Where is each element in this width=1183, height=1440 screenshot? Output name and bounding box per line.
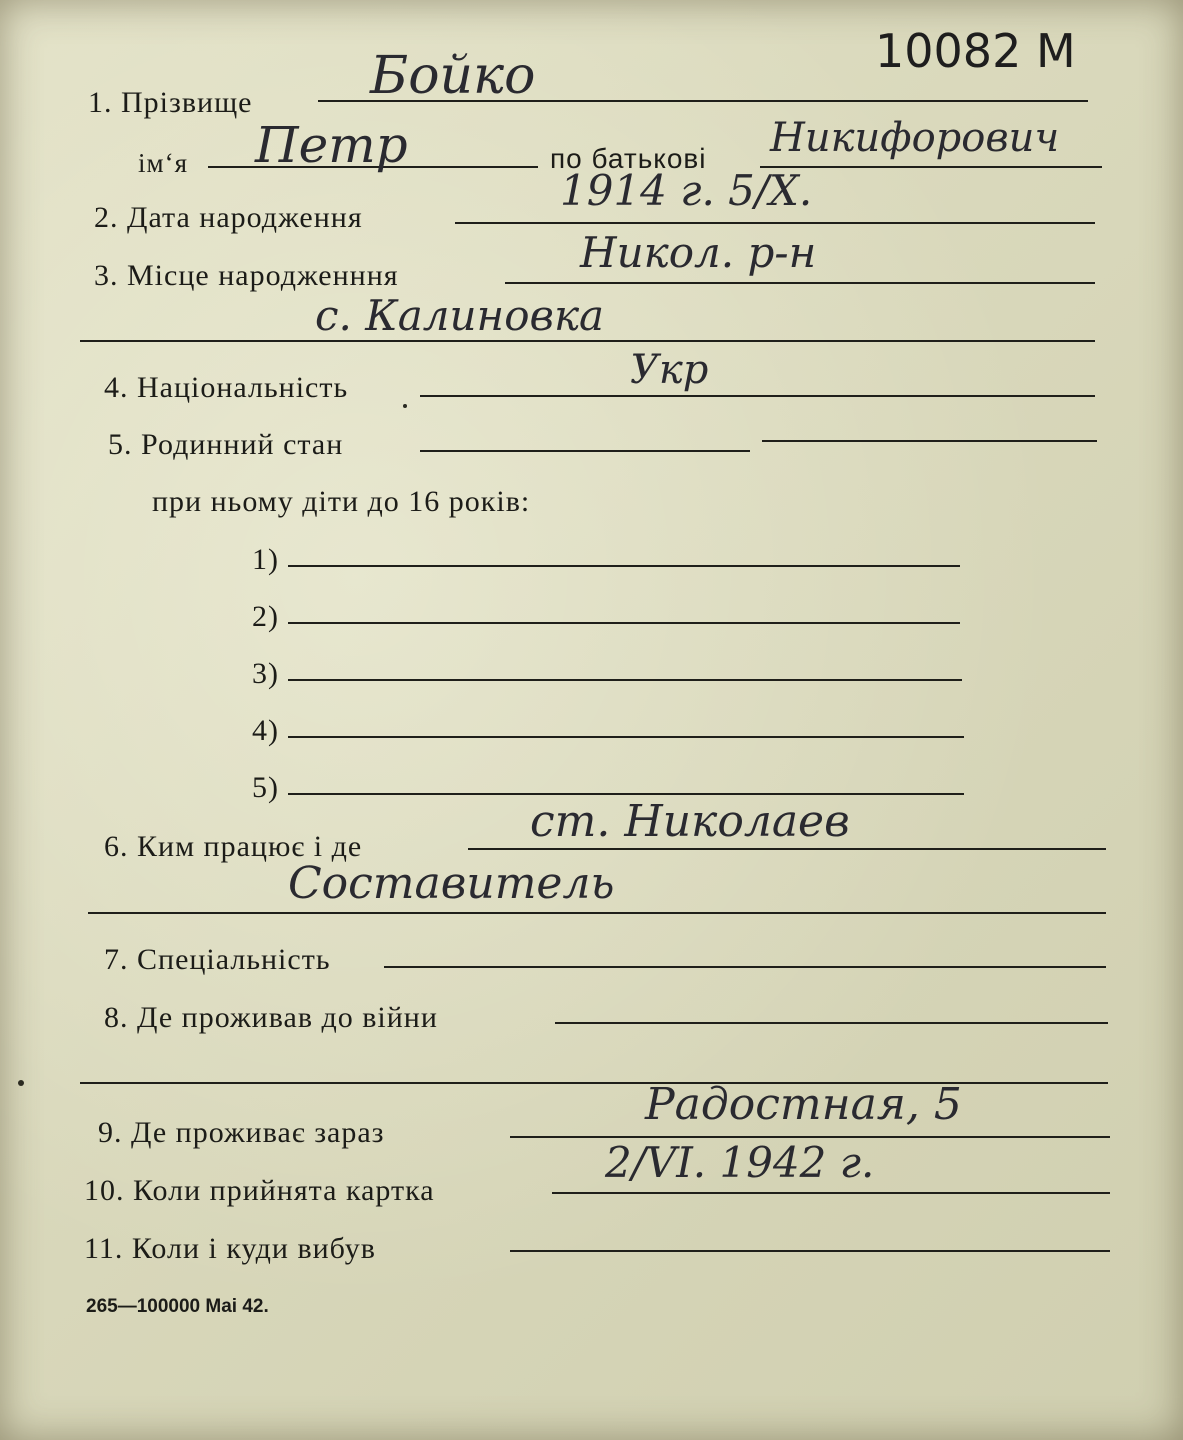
- card-accepted-label: 10. Коли прийнята картка: [84, 1174, 435, 1207]
- birth-place-line-2: [80, 340, 1095, 342]
- departed-line: [510, 1250, 1110, 1252]
- work-value-2: Составитель: [288, 858, 615, 909]
- child-4-line: [288, 736, 964, 738]
- birth-date-label: 2. Дата народження: [94, 201, 363, 234]
- print-run-footer: 265—100000 Mai 42.: [86, 1296, 269, 1317]
- birth-place-value-2: с. Калиновка: [315, 291, 605, 340]
- specialty-label: 7. Спеціальність: [104, 943, 331, 976]
- child-1-label: 1): [252, 543, 279, 576]
- nationality-line: [420, 395, 1095, 397]
- patronymic-label: по батькові: [550, 143, 707, 174]
- departed-label: 11. Коли і куди вибув: [84, 1232, 376, 1265]
- marital-status-line-a: [420, 450, 750, 452]
- card-number: 10082 М: [875, 24, 1076, 78]
- birth-place-line: [505, 282, 1095, 284]
- child-1-line: [288, 565, 960, 567]
- child-3-label: 3): [252, 657, 279, 690]
- work-line: [468, 848, 1106, 850]
- child-5-line: [288, 793, 964, 795]
- work-line-2: [88, 912, 1106, 914]
- work-value: ст. Николаев: [530, 796, 850, 847]
- child-3-line: [288, 679, 962, 681]
- specialty-line: [384, 966, 1106, 968]
- child-5-label: 5): [252, 771, 279, 804]
- ink-speck: [403, 404, 407, 408]
- children-label: при ньому діти до 16 років:: [152, 485, 531, 518]
- birth-date-line: [455, 222, 1095, 224]
- child-2-label: 2): [252, 600, 279, 633]
- patronymic-value: Никифорович: [770, 115, 1060, 161]
- birth-place-label: 3. Місце народженння: [94, 259, 399, 292]
- surname-value: Бойко: [370, 46, 536, 106]
- work-label: 6. Ким працює і де: [104, 830, 363, 863]
- first-name-value: Петр: [255, 116, 408, 174]
- nationality-value: Укр: [630, 347, 709, 393]
- prewar-residence-line: [555, 1022, 1108, 1024]
- card-accepted-value: 2/VI. 1942 г.: [605, 1138, 875, 1187]
- prewar-residence-label: 8. Де проживав до війни: [104, 1001, 438, 1034]
- birth-place-value: Никол. р-н: [580, 228, 817, 277]
- nationality-label: 4. Національність: [104, 371, 349, 404]
- current-residence-label: 9. Де проживає зараз: [98, 1116, 385, 1149]
- surname-label: 1. Прізвище: [88, 86, 253, 119]
- marital-status-label: 5. Родинний стан: [108, 428, 344, 461]
- child-4-label: 4): [252, 714, 279, 747]
- first-name-label: ім‘я: [138, 148, 188, 178]
- child-2-line: [288, 622, 960, 624]
- card-accepted-line: [552, 1192, 1110, 1194]
- marital-status-line-b: [762, 440, 1097, 442]
- current-residence-value: Радостная, 5: [645, 1079, 962, 1130]
- birth-date-value: 1914 г. 5/Х.: [560, 166, 813, 215]
- ink-speck: [18, 1080, 24, 1086]
